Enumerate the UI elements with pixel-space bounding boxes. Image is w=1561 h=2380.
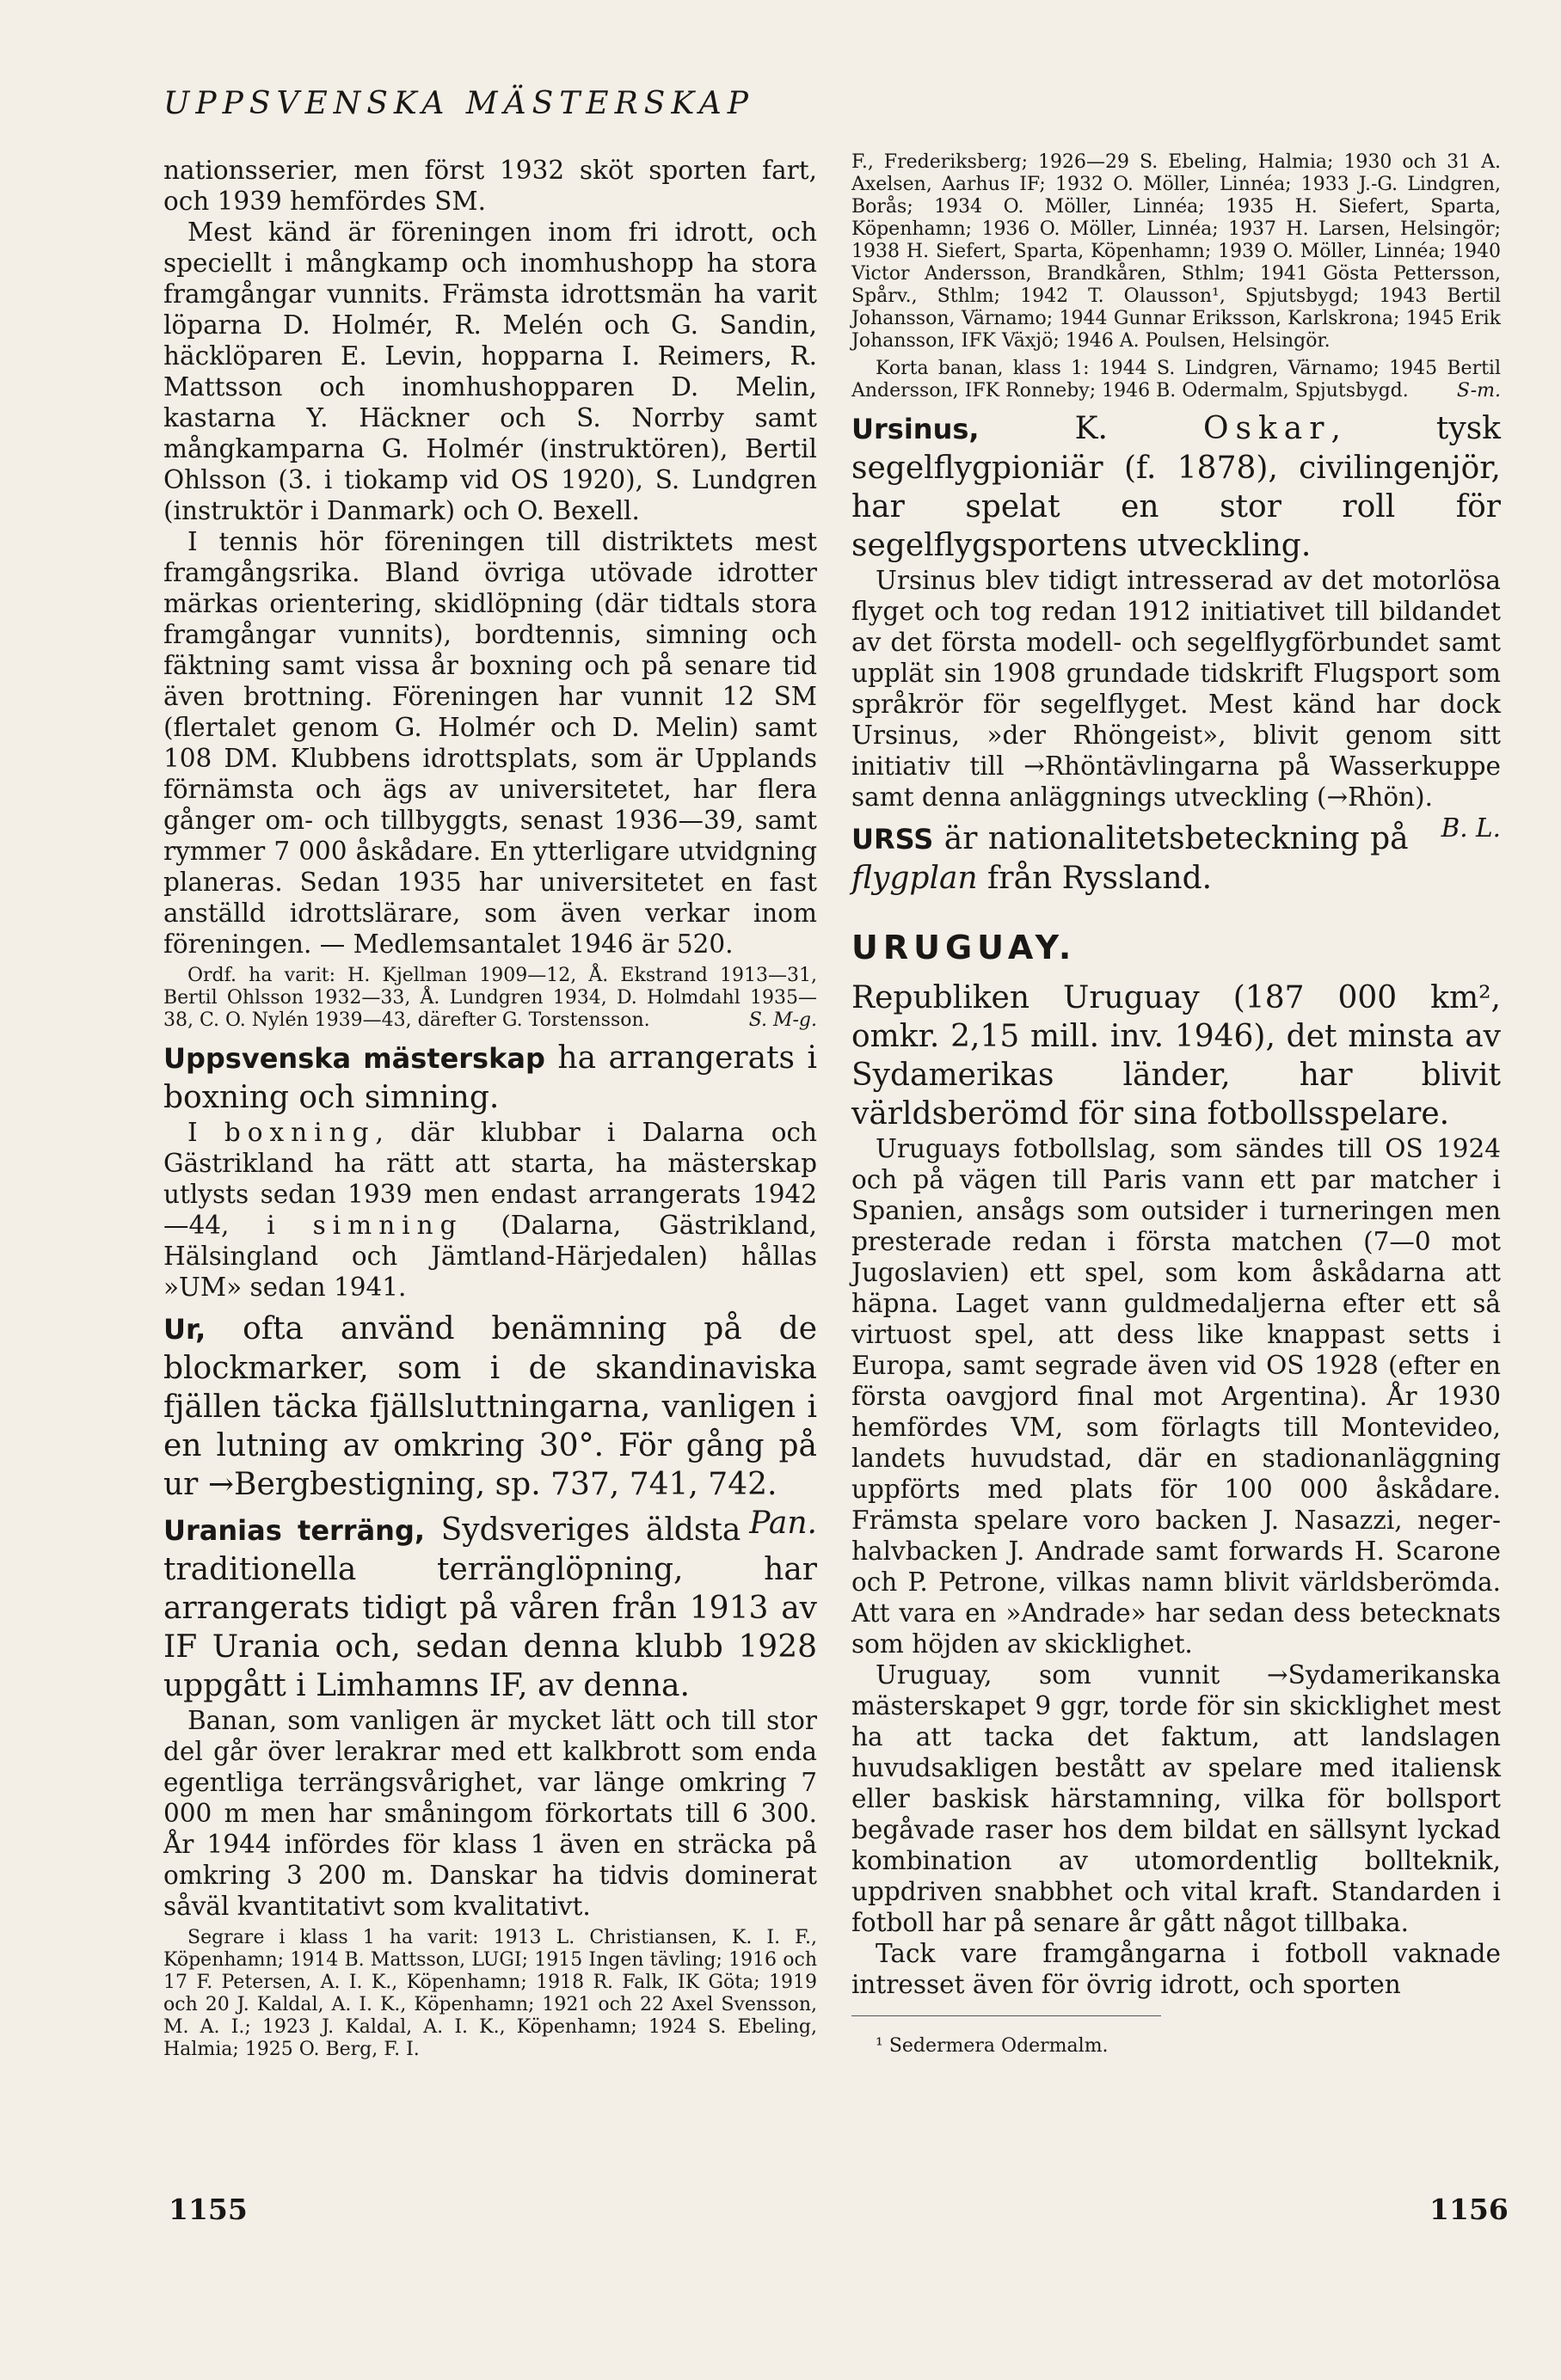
right-winners-list: F., Frederiksberg; 1926—29 S. Ebeling, Halmia; 1930 och 31 A. Axelsen, Aarhus IF; 1932 O. Möller, Linnéa; 1933 J.-G. Lindgren, Borås; 1934 O. Möller, Linnéa; 1935 H. Siefert, Sparta, Köpenhamn; 1936 O. Möller, Linnéa; 1937 H. Larsen, Helsingör; 1938 H. Siefert, Sparta, Köpenhamn; 1939 O. Möller, Linnéa; 1940 Victor Andersson, Brandkåren, Sthlm; 1941 Gösta Pettersson, Spårv., Sthlm; 1942 T. Olausson¹, Spjutsbygd; 1943 Bertil Johansson, Värnamo; 1944 Gunnar Eriksson, Karlskrona; 1945 Erik Johansson, IFK Växjö; 1946 A. Poulsen, Helsingör. [851, 151, 1501, 352]
text-run: från Ryssland. [977, 861, 1213, 896]
page-number-right: 1156 [1429, 2193, 1509, 2226]
headword: Ur, [163, 1313, 206, 1346]
entry-ursinus [851, 409, 1501, 565]
text-run: I [187, 1118, 224, 1147]
signature: S-m. [1456, 380, 1501, 402]
signature: B. L. [1441, 813, 1501, 843]
spaced-word-simning: simning [312, 1211, 464, 1240]
right-paragraph-tack: Tack vare framgångarna i fotboll vaknade intresset även för övrig idrott, och sporten [851, 1939, 1501, 1999]
spaced-word-boxning: boxning [224, 1118, 376, 1147]
italic-word: flygplan [851, 861, 978, 896]
headword: Uranias terräng, [163, 1514, 426, 1547]
entry-text: är nationalitetsbeteckning på [933, 821, 1409, 856]
text-run: K. [979, 411, 1203, 446]
page-number-left: 1155 [169, 2193, 248, 2226]
left-column [163, 155, 817, 2066]
entry-text: , tysk segelflygpioniär (f. 1878), civilingenjör, har spelat en stor roll för segelflygsportens utveckling. [851, 411, 1502, 563]
left-paragraph-banan: Banan, som vanligen är mycket lätt och till stor del går över lerakrar med ett kalkbrott som enda egentliga terrängsvårighet, var länge omkring 7 000 m men har småningom förkortats till 6 300. År 1944 infördes för klass 1 även en sträcka på omkring 3 200 m. Danskar ha tidvis dominerat såväl kvantitativt som kvalitativt. [163, 1706, 817, 1921]
entry-text: Sydsveriges äldsta traditionella terränglöpning, har arrangerats tidigt på våren från 1913 av IF Urania och, sedan denna klubb 1928 uppgått i Limhamns IF, av denna. [163, 1512, 817, 1703]
left-paragraph-1: nationsserier, men först 1932 sköt sporten fart, och 1939 hemfördes SM. [163, 156, 817, 216]
text-run: , där klubbar i Dalarna och Gästrikland ha rätt att starta, ha mästerskap utlysts sedan 1939 men endast arrangerats 1942—44, i [163, 1118, 818, 1240]
spaced-word-oskar: Oskar [1202, 411, 1331, 446]
signature: Pan. [749, 1506, 817, 1541]
section-heading-uruguay: URUGUAY. [851, 929, 1077, 966]
headword: Uppsvenska mästerskap [163, 1042, 545, 1075]
right-column [851, 146, 1501, 2058]
running-head: UPPSVENSKA MÄSTERSKAP [163, 86, 754, 121]
headword: Ursinus, [851, 413, 980, 445]
headword: URSS [851, 823, 934, 856]
right-short-course [851, 358, 1501, 402]
entry-text: ha arrangerats i boxning och simning. [163, 1040, 818, 1115]
chairmen-text: Ordf. ha varit: H. Kjellman 1909—12, Å. Ekstrand 1913—31, Bertil Ohlsson 1932—33, Å. Lundgren 1934, D. Holmdahl 1935—38, C. O. Nylén 1939—43, därefter G. Torstensson. [163, 965, 817, 1031]
footnote-rule [851, 2015, 1161, 2016]
entry-urss [851, 819, 1501, 898]
entry-uranias [163, 1511, 817, 1705]
paragraph-text: Ursinus blev tidigt intresserad av det motorlösa flyget och tog redan 1912 initiativet till bildandet av det första modell- och segelflygförbundet samt upplät sin 1908 grundade tidskrift Flugsport som språkrör för segelflyget. Mest känd har dock Ursinus, »der Rhöngeist», blivit genom sitt initiativ till →Rhöntävlingarna på Wasserkuppe samt denna anläggnings utveckling (→Rhön). [851, 566, 1501, 812]
left-paragraph-2: Mest känd är föreningen inom fri idrott, och speciellt i mångkamp och inomhushopp ha stora framgångar vunnits. Främsta idrottsmän ha varit löparna D. Holmér, R. Melén och G. Sandin, häcklöparen E. Levin, hopparna I. Reimers, R. Mattsson och inomhushopparen D. Melin, kastarna Y. Häckner och S. Norrby samt mångkamparna G. Holmér (instruktören), Bertil Ohlsson (3. i tiokamp vid OS 1920), S. Lundgren (instruktör i Danmark) och O. Bexell. [163, 218, 817, 525]
uruguay-lead: Republiken Uruguay (187 000 km², omkr. 2,15 mill. inv. 1946), det minsta av Sydamerikas länder, har blivit världsberömd för sina fotbollsspelare. [851, 980, 1501, 1132]
right-paragraph-uruguay: Uruguay, som vunnit →Sydamerikanska mästerskapet 9 ggr, torde för sin skicklighet mest ha att tacka det faktum, att landslagen huvudsakligen bestått av spelare med italiensk eller baskisk härstamning, vilka för bollsport begåvade raser hos dem bildat en sällsynt lyckad kombination av utomordentlig bollteknik, uppdriven snabbhet och vital kraft. Standarden i fotboll har på senare år gått något tillbaka. [851, 1660, 1501, 1937]
left-paragraph-3: I tennis hör föreningen till distriktets mest framgångsrika. Bland övriga utövade idrotter märkas orientering, skidlöpning (där tidtals stora framgångar vunnits), bordtennis, simning och fäktning samt vissa år boxning och på senare tid även brottning. Föreningen har vunnit 12 SM (flertalet genom G. Holmér och D. Melin) samt 108 DM. Klubbens idrottsplats, som är Upplands förnämsta och ägs av universitetet, har flera gånger om- och tillbyggts, senast 1936—39, samt rymmer 7 000 åskådare. En ytterligare utvidgning planeras. Sedan 1935 har universitetet en fast anställd idrottslärare, som även verkar inom föreningen. — Medlemsantalet 1946 är 520. [163, 527, 817, 959]
left-winners-list: Segrare i klass 1 ha varit: 1913 L. Christiansen, K. I. F., Köpenhamn; 1914 B. Mattsson, LUGI; 1915 Ingen tävling; 1916 och 17 F. Petersen, A. I. K., Köpenhamn; 1918 R. Falk, IK Göta; 1919 och 20 J. Kaldal, A. I. K., Köpenhamn; 1921 och 22 Axel Svensson, M. A. I.; 1923 J. Kaldal, A. I. K., Köpenhamn; 1924 S. Ebeling, Halmia; 1925 O. Berg, F. I. [163, 1927, 817, 2060]
left-paragraph-boxning [163, 1117, 817, 1303]
signature: S. M-g. [748, 1009, 817, 1031]
entry-text: ofta använd benämning på de blockmarker, som i de skandinaviska fjällen täcka fjällsluttningarna, vanligen i en lutning av omkring 30°. För gång på ur →Bergbestigning, sp. 737, 741, 742. [163, 1311, 817, 1502]
short-course-text: Korta banan, klass 1: 1944 S. Lindgren, Värnamo; 1945 Bertil Andersson, IFK Ronneby; 1946 B. Odermalm, Spjutsbygd. [851, 358, 1501, 402]
entry-uppsvenska [163, 1039, 817, 1117]
left-chairmen-list [163, 965, 817, 1032]
right-paragraph-football: Uruguays fotbollslag, som sändes till OS 1924 och på vägen till Paris vann ett par matcher i Spanien, ansågs som outsider i turneringen men presterade redan i första matchen (7—0 mot Jugoslavien) ett spel, som kom åskådarna att häpna. Laget vann guldmedaljerna efter ett så virtuost spel, att dess like knappast setts i Europa, samt segrade även vid OS 1928 (efter en första oavgjord final mot Argentina). År 1930 hemfördes VM, som förlagts till Montevideo, landets huvudstad, där en stadionanläggning uppförts med plats för 100 000 åskådare. Främsta spelare voro backen J. Nasazzi, neger-halvbacken J. Andrade samt forwards H. Scarone och P. Petrone, vilkas namn blivit världsberömda. Att vara en »Andrade» har sedan dess betecknats som höjden av skicklighet. [851, 1134, 1501, 1659]
text-run: (Dalarna, Gästrikland, Hälsingland och Jämtland-Härjedalen) hållas »UM» sedan 1941. [163, 1211, 818, 1302]
footnote: ¹ Sedermera Odermalm. [876, 2035, 1109, 2057]
